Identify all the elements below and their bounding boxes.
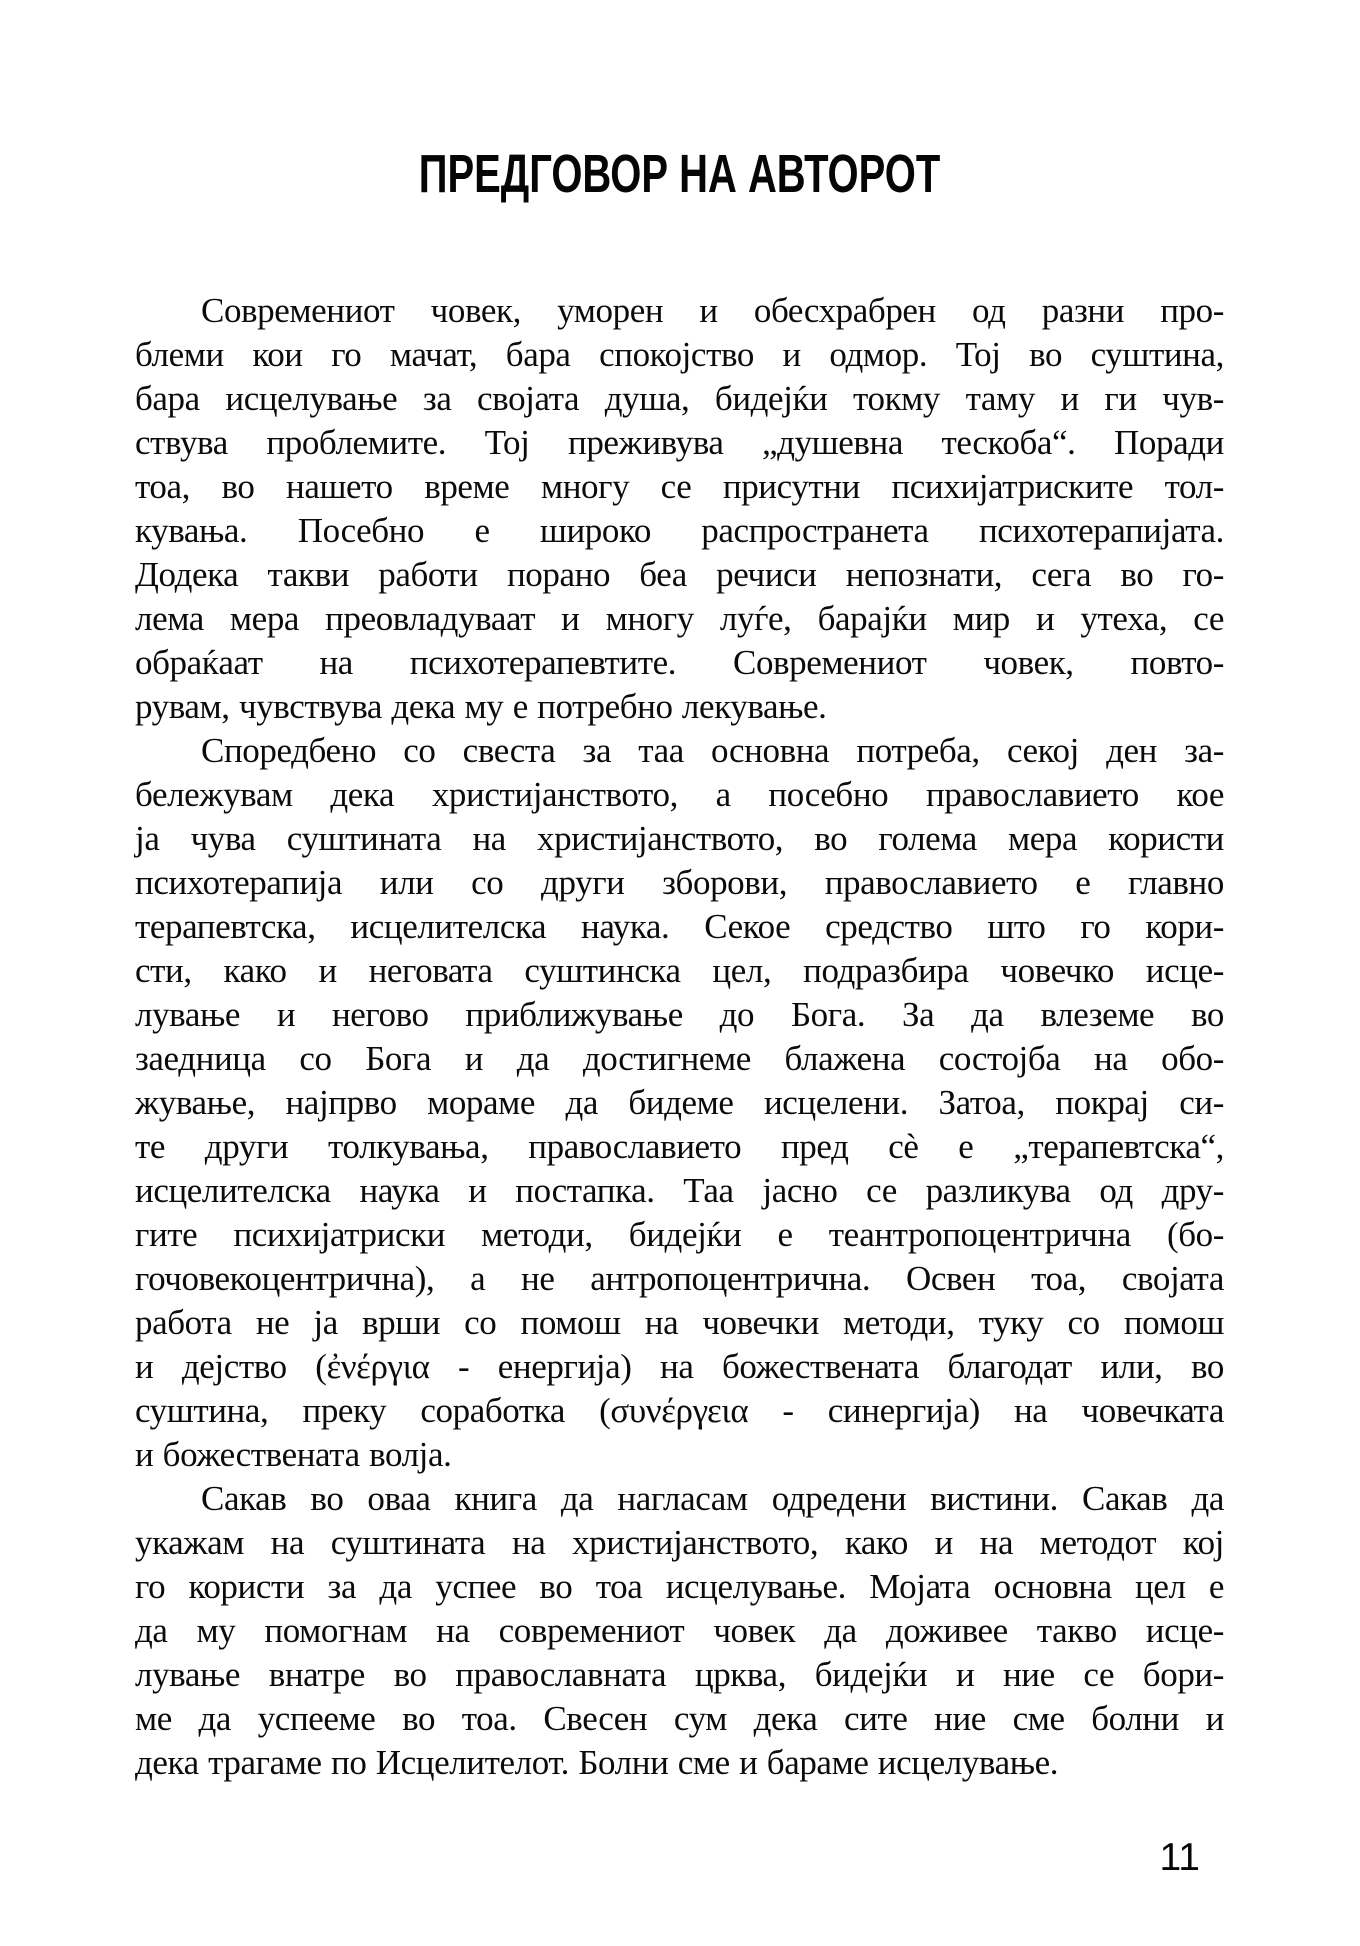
text-line: дека трагаме по Исцелителот. Болни сме и бараме исцелување. [135,1743,1059,1782]
text-line: те други толкувања, православието пред сè е „терапевтска“, [135,1127,1224,1166]
text-line: сти, како и неговата суштинска цел, подразбира човечко исце- [135,951,1224,990]
text-line: лема мера преовладуваат и многу луѓе, барајќи мир и утеха, се [135,599,1224,638]
text-line: го користи за да успее во тоа исцелување. Мојата основна цел е [135,1567,1224,1606]
text-line: блеми кои го мачат, бара спокојство и одмор. Тој во суштина, [135,335,1224,374]
text-line: кувања. Посебно е широко распространета психотерапијата. [135,511,1224,550]
page-number: 11 [1159,1836,1200,1879]
text-line: Современиот човек, уморен и обесхрабрен од разни про- [201,291,1224,330]
text-line: да му помогнам на современиот човек да доживее такво исце- [135,1611,1224,1650]
text-line: работа не ја врши со помош на човечки методи, туку со помош [135,1303,1224,1342]
text-line: ствува проблемите. Тој преживува „душевна тескоба“. Поради [135,423,1224,462]
text-line: жување, најпрво мораме да бидеме исцелени. Затоа, покрај си- [135,1083,1224,1122]
text-line: ме да успееме во тоа. Свесен сум дека сите ние сме болни и [135,1699,1224,1738]
text-line: исцелителска наука и постапка. Таа јасно се разликува од дру- [135,1171,1224,1210]
text-line: гочовекоцентрична), а не антропоцентрична. Освен тоа, својата [135,1259,1224,1298]
text-line: психотерапија или со други зборови, православието е главно [135,863,1224,902]
text-line: бара исцелување за својата душа, бидејќи токму таму и ги чув- [135,379,1224,418]
text-line: и божествената волја. [135,1435,452,1474]
text-line: лување внатре во православната црква, бидејќи и ние се бори- [135,1655,1224,1694]
text-line: лување и негово приближување до Бога. За да влеземе во [135,995,1224,1034]
text-line: тоа, во нашето време многу се присутни психијатриските тол- [135,467,1224,506]
text-line: терапевтска, исцелителска наука. Секое средство што го кори- [135,907,1224,946]
text-line: гите психијатриски методи, бидејќи е теантропоцентрична (бо- [135,1215,1224,1254]
text-line: обраќаат на психотерапевтите. Современиот човек, повто- [135,643,1224,682]
text-line: укажам на суштината на христијанството, како и на методот кој [135,1523,1224,1562]
text-line: суштина, преку соработка (συνέργεια - синергија) на човечката [135,1391,1224,1430]
text-line: бележувам дека христијанството, а посебно православието кое [135,775,1224,814]
text-line: ја чува суштината на христијанството, во голема мера користи [135,819,1224,858]
text-line: Споредбено со свеста за таа основна потреба, секој ден за- [201,731,1224,770]
page-title: ПРЕДГОВОР НА АВТОРОТ [418,144,941,204]
paragraph [135,1477,1224,1785]
paragraph [135,729,1224,1477]
text-line: Сакав во оваа книга да нагласам одредени вистини. Сакав да [201,1479,1224,1518]
text-line: и дејство (ἐνέργια - енергија) на божествената благодат или, во [135,1347,1224,1386]
body-text [135,289,1224,1785]
text-line: рувам, чувствува дека му е потребно лекување. [135,687,827,726]
text-line: заедница со Бога и да достигнеме блажена состојба на обо- [135,1039,1224,1078]
text-line: Додека такви работи порано беа речиси непознати, сега во го- [135,555,1224,594]
paragraph [135,289,1224,729]
